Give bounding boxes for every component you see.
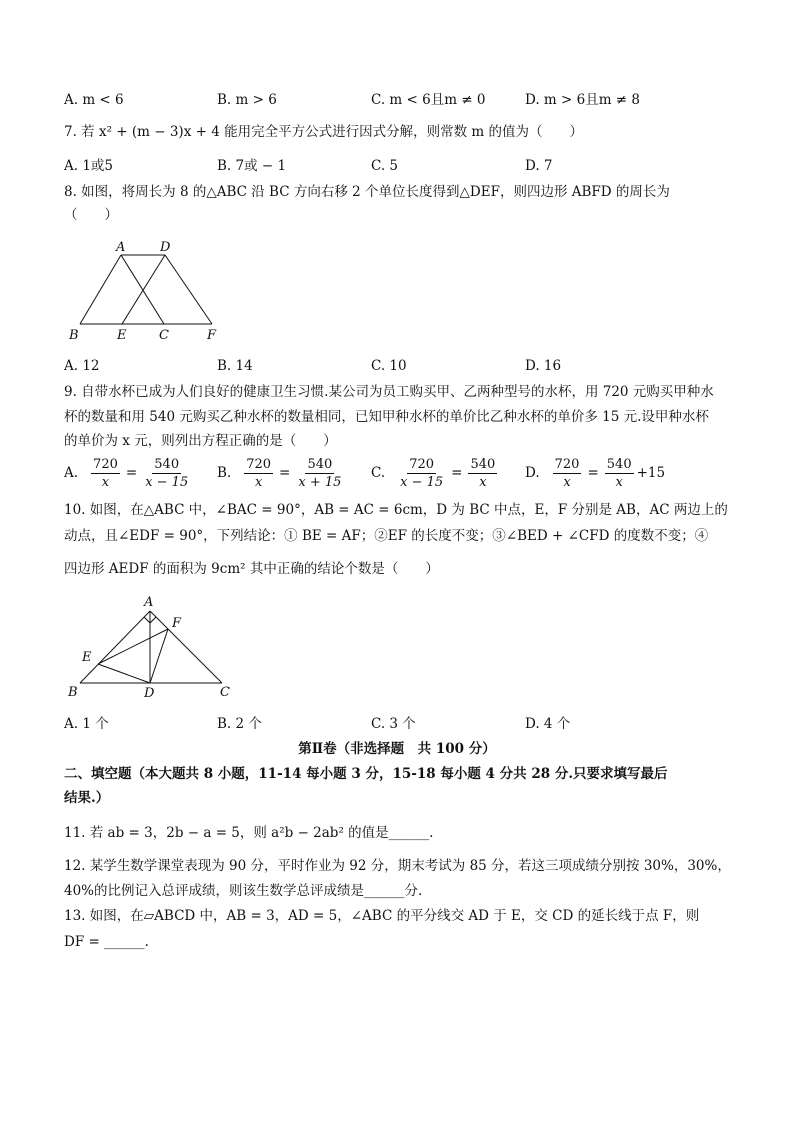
q10-line3: 四边形 AEDF 的面积为 9cm² 其中正确的结论个数是（ ） bbox=[64, 561, 439, 577]
q10-option-b: B. 2 个 bbox=[217, 716, 262, 732]
q10-option-d: D. 4 个 bbox=[525, 716, 571, 732]
q8-option-c: C. 10 bbox=[371, 358, 407, 374]
q8-segment-df bbox=[165, 255, 212, 324]
q10-label-b: B bbox=[68, 685, 78, 700]
q10-label-e: E bbox=[82, 650, 92, 665]
q13-line1: 13. 如图，在▱ABCD 中，AB = 3，AD = 5，∠ABC 的平分线交 AD 于 E，交 CD 的延长线于点 F，则 bbox=[64, 908, 700, 924]
fill-blank-heading-line2: 结果.） bbox=[64, 790, 110, 806]
q10-segment-ac bbox=[150, 611, 222, 683]
q9-line2: 杯的数量和用 540 元购买乙种水杯的数量相同，已知甲种水杯的单价比乙种水杯的单价多 15 元.设甲种水杯 bbox=[64, 409, 709, 425]
q7-option-a: A. 1或5 bbox=[64, 158, 114, 174]
q9-options bbox=[64, 454, 744, 492]
q6-option-a: A. m < 6 bbox=[64, 92, 124, 108]
q10-segment-ef bbox=[98, 629, 168, 664]
q10-label-a: A bbox=[144, 595, 154, 610]
q8-options bbox=[64, 356, 744, 376]
q10-option-c: C. 3 个 bbox=[371, 716, 416, 732]
q9-line3: 的单价为 x 元，则列出方程正确的是（ ） bbox=[64, 433, 337, 449]
q9-option-c: C. $\frac{720}{x - 15}$ = $\frac{540}{x}$ bbox=[371, 456, 496, 490]
q7-option-c: C. 5 bbox=[371, 158, 399, 174]
q10-line1: 10. 如图，在△ABC 中，∠BAC = 90°，AB = AC = 6cm，D 为 BC 中点，E，F 分别是 AB，AC 两边上的 bbox=[64, 502, 728, 518]
q8-option-b: B. 14 bbox=[217, 358, 253, 374]
q8-segment-de bbox=[122, 255, 165, 324]
q10-segment-ab bbox=[80, 611, 150, 683]
q10-label-c: C bbox=[220, 685, 230, 700]
q6-option-c: C. m < 6且m ≠ 0 bbox=[371, 92, 486, 108]
q10-label-f: F bbox=[172, 616, 182, 631]
q10-option-a: A. 1 个 bbox=[64, 716, 109, 732]
q6-options bbox=[64, 90, 744, 110]
q8-option-d: D. 16 bbox=[525, 358, 562, 374]
fill-blank-heading-line1: 二、填空题（本大题共 8 小题，11-14 每小题 3 分，15-18 每小题 4 分共 28 分.只要求填写最后 bbox=[64, 766, 668, 782]
q9-option-b: B. $\frac{720}{x}$ = $\frac{540}{x + 15}$ bbox=[217, 456, 342, 490]
q8-label-f: F bbox=[207, 328, 217, 343]
q8-label-d: D bbox=[160, 240, 171, 255]
q9-option-a: A. $\frac{720}{x}$ = $\frac{540}{x - 15}$ bbox=[64, 456, 189, 490]
q10-line2: 动点，且∠EDF = 90°，下列结论：① BE = AF；②EF 的长度不变；③∠BED + ∠CFD 的度数不变；④ bbox=[64, 528, 709, 544]
q8-label-e: E bbox=[117, 328, 127, 343]
q11-stem: 11. 若 ab = 3，2b − a = 5，则 a²b − 2ab² 的值是______. bbox=[64, 825, 434, 841]
section2-title: 第Ⅱ卷（非选择题 共 100 分） bbox=[298, 741, 496, 757]
q12-line1: 12. 某学生数学课堂表现为 90 分，平时作业为 92 分，期末考试为 85 分，若这三项成绩分别按 30%，30%， bbox=[64, 858, 731, 874]
q9-line1: 9. 自带水杯已成为人们良好的健康卫生习惯.某公司为员工购买甲、乙两种型号的水杯，用 720 元购买甲种水 bbox=[64, 384, 714, 400]
q8-option-a: A. 12 bbox=[64, 358, 100, 374]
q12-line2: 40%的比例记入总评成绩，则该生数学总评成绩是______分. bbox=[64, 883, 423, 899]
q6-option-b: B. m > 6 bbox=[217, 92, 277, 108]
q13-line2: DF = ______. bbox=[64, 934, 149, 950]
q10-figure bbox=[60, 593, 240, 703]
q8-stem-line2: （ ） bbox=[64, 207, 118, 223]
q8-segment-ab bbox=[80, 255, 121, 324]
q7-option-b: B. 7或 − 1 bbox=[217, 158, 287, 174]
q10-segment-de bbox=[98, 664, 150, 683]
q7-options bbox=[64, 156, 744, 176]
q8-segment-ac bbox=[121, 255, 164, 324]
q10-options bbox=[64, 714, 744, 734]
q8-figure bbox=[60, 235, 230, 345]
q7-option-d: D. 7 bbox=[525, 158, 553, 174]
q6-option-d: D. m > 6且m ≠ 8 bbox=[525, 92, 640, 108]
q8-label-b: B bbox=[69, 328, 79, 343]
q10-label-d: D bbox=[144, 686, 155, 701]
q8-stem-line1: 8. 如图，将周长为 8 的△ABC 沿 BC 方向右移 2 个单位长度得到△DEF，则四边形 ABFD 的周长为 bbox=[64, 184, 670, 200]
q8-label-c: C bbox=[159, 328, 169, 343]
q8-label-a: A bbox=[116, 240, 126, 255]
q7-stem: 7. 若 x² + (m − 3)x + 4 能用完全平方公式进行因式分解，则常数 m 的值为（ ） bbox=[64, 124, 583, 140]
q9-option-d: D. $\frac{720}{x}$ = $\frac{540}{x}$ +15 bbox=[525, 456, 666, 490]
